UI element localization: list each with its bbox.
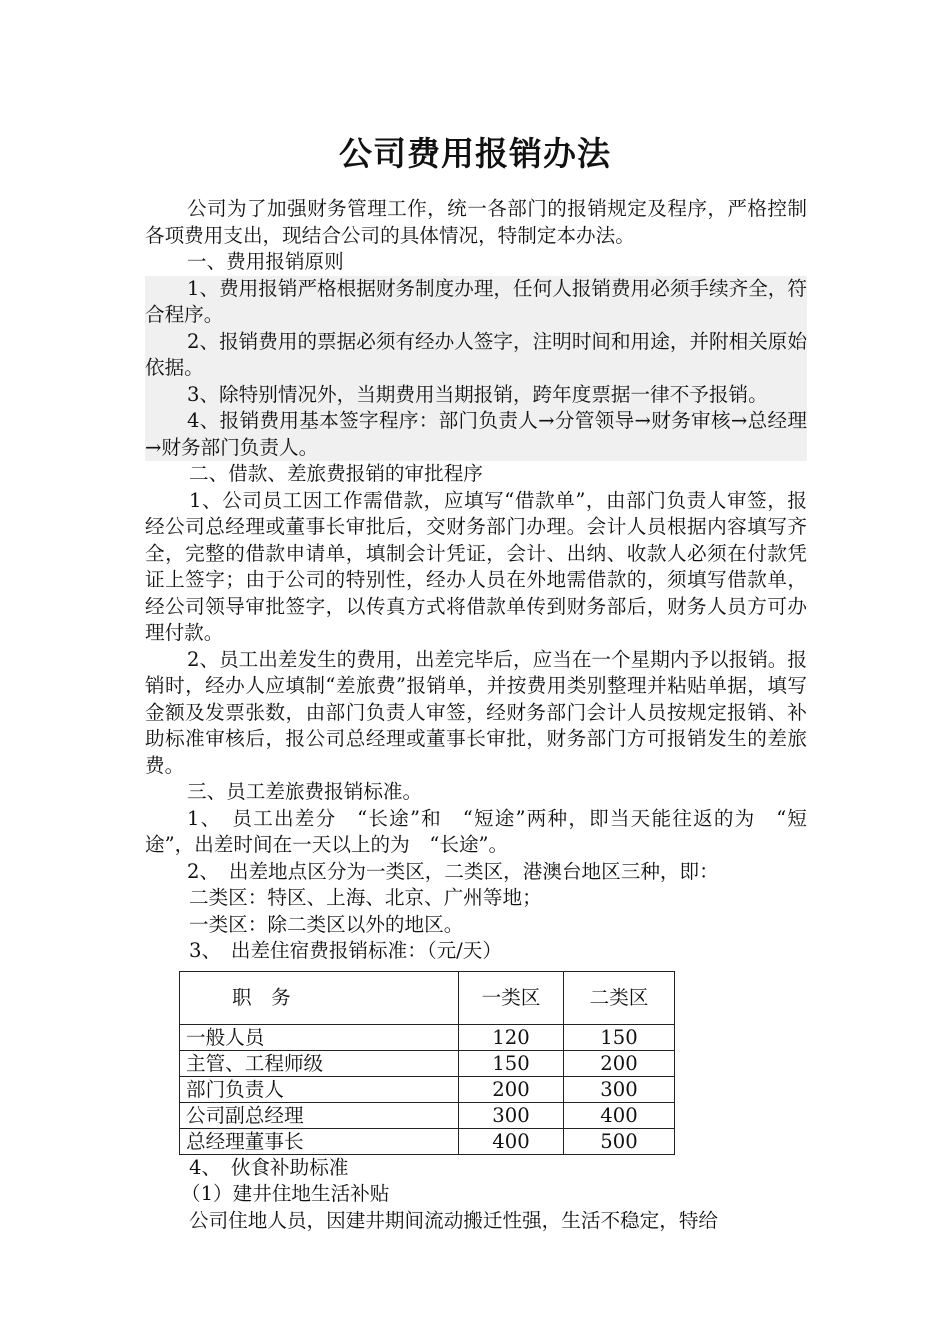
zone2-definition: 二类区：特区、上海、北京、广州等地； xyxy=(189,886,542,909)
header-zone2: 二类区 xyxy=(564,971,675,1024)
cell-zone1: 300 xyxy=(459,1102,564,1128)
section2-item-1: 1、公司员工因工作需借款，应填写“借款单”，由部门负责人审签，报经公司总经理或董事长审批后，交财务部门办理。会计人员根据内容填写齐全，完整的借款申请单，填制会计凭证，会计、出纳、收款人必须在付款凭证上签字；由于公司的特别性，经办人员在外地需借款的，须填写借款单，经公司领导审批签字，以传真方式将借款单传到财务部后，财务人员方可办理付款。 xyxy=(145,488,807,644)
cell-position: 部门负责人 xyxy=(180,1076,459,1102)
subsection-1-text: 公司住地人员，因建井期间流动搬迁性强，生活不稳定，特给 xyxy=(189,1208,719,1232)
intro-paragraph: 公司为了加强财务管理工作，统一各部门的报销规定及程序，严格控制各项费用支出，现结合公司的具体情况，特制定本办法。 xyxy=(145,197,807,247)
cell-zone2: 300 xyxy=(564,1076,675,1102)
header-position: 职 务 xyxy=(180,971,459,1024)
document-body xyxy=(145,196,807,1234)
section2-item-2: 2、员工出差发生的费用，出差完毕后，应当在一个星期内予以报销。报销时，经办人应填制“差旅费”报销单，并按费用类别整理并粘贴单据，填写金额及发票张数，由部门负责人审签，经财务部门会计人员按规定报销、补助标准审核后，报公司总经理或董事长审批，财务部门方可报销发生的差旅费。 xyxy=(145,647,807,777)
cell-zone1: 150 xyxy=(459,1050,564,1076)
section2-heading: 二、借款、差旅费报销的审批程序 xyxy=(189,462,483,485)
table-row xyxy=(180,1024,675,1050)
section3-item-2: 2、 出差地点区分为一类区，二类区，港澳台地区三种，即： xyxy=(187,859,719,883)
section3-item-3: 3、 出差住宿费报销标准：（元/天） xyxy=(189,939,502,962)
header-zone1: 一类区 xyxy=(459,971,564,1024)
table-header-row xyxy=(180,971,675,1024)
cell-zone1: 120 xyxy=(459,1024,564,1050)
cell-position: 总经理董事长 xyxy=(180,1128,459,1154)
table-row xyxy=(180,1076,675,1102)
section3-heading: 三、员工差旅费报销标准。 xyxy=(187,780,423,803)
zone1-definition: 一类区：除二类区以外的地区。 xyxy=(189,912,464,936)
section1-item-2: 2、报销费用的票据必须有经办人签字，注明时间和用途，并附相关原始依据。 xyxy=(145,329,807,382)
subsection-1-heading: （1）建井住地生活补贴 xyxy=(181,1182,390,1205)
section1-item-4: 4、报销费用基本签字程序：部门负责人→分管领导→财务审核→总经理→财务部门负责人。 xyxy=(145,408,807,461)
section3-item-4: 4、 伙食补助标准 xyxy=(189,1155,349,1179)
table-row xyxy=(180,1050,675,1076)
cell-zone1: 200 xyxy=(459,1076,564,1102)
table-row xyxy=(180,1102,675,1128)
cell-zone2: 500 xyxy=(564,1128,675,1154)
cell-zone2: 150 xyxy=(564,1024,675,1050)
cell-zone2: 400 xyxy=(564,1102,675,1128)
section1-heading: 一、费用报销原则 xyxy=(187,250,344,273)
table-row xyxy=(180,1128,675,1154)
section1-item-3: 3、除特别情况外，当期费用当期报销，跨年度票据一律不予报销。 xyxy=(145,382,807,409)
cell-zone2: 200 xyxy=(564,1050,675,1076)
cell-position: 一般人员 xyxy=(180,1024,459,1050)
section1-item-1: 1、费用报销严格根据财务制度办理，任何人报销费用必须手续齐全，符合程序。 xyxy=(145,276,807,329)
section3-item-1: 1、 员工出差分 “长途”和 “短途”两种，即当天能往返的为 “短途”，出差时间在一天以上的为 “长途”。 xyxy=(145,806,807,856)
cell-position: 公司副总经理 xyxy=(180,1102,459,1128)
lodging-rate-table xyxy=(179,971,675,1155)
cell-zone1: 400 xyxy=(459,1128,564,1154)
document-title: 公司费用报销办法 xyxy=(339,134,611,173)
cell-position: 主管、工程师级 xyxy=(180,1050,459,1076)
